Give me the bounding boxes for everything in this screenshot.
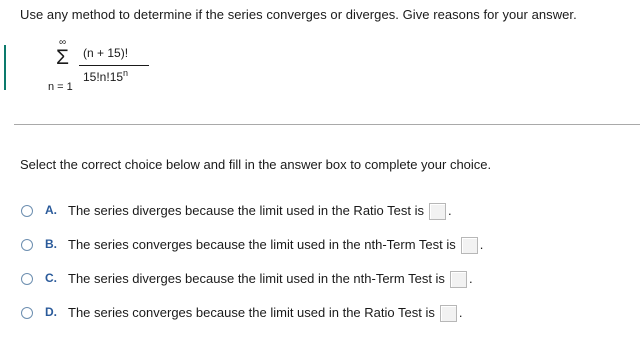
radio-button-b[interactable] (21, 239, 33, 251)
choice-d-text (68, 305, 462, 322)
answer-box-b[interactable] (461, 237, 478, 254)
choice-c-statement: The series diverges because the limit used in the nth-Term Test is (68, 271, 445, 286)
choice-b[interactable] (20, 235, 620, 257)
answer-box-d[interactable] (440, 305, 457, 322)
choice-b-period: . (479, 237, 484, 252)
choice-b-statement: The series converges because the limit used in the nth-Term Test is (68, 237, 456, 252)
denominator-exponent: n (123, 68, 129, 78)
choice-d-period: . (458, 305, 463, 320)
accent-bar (4, 45, 6, 90)
radio-button-d[interactable] (21, 307, 33, 319)
answer-box-c[interactable] (450, 271, 467, 288)
sigma-symbol: Σ (56, 46, 69, 69)
choice-a[interactable] (20, 201, 620, 223)
denominator-base: 15!n!15 (83, 70, 124, 84)
fraction-numerator: (n + 15)! (83, 46, 129, 60)
fraction-denominator (83, 70, 128, 84)
series-expression (0, 0, 641, 110)
question-text: Use any method to determine if the series converges or diverges. Give reasons for your answer. (20, 7, 577, 22)
choice-d-letter: D. (45, 305, 57, 319)
choice-b-text (68, 237, 483, 254)
choice-b-letter: B. (45, 237, 57, 251)
sum-lower-limit: n = 1 (48, 81, 73, 93)
choice-c-text (68, 271, 473, 288)
choice-d[interactable] (20, 303, 620, 325)
instruction-text: Select the correct choice below and fill in the answer box to complete your choice. (20, 157, 492, 172)
choice-c-period: . (468, 271, 473, 286)
answer-box-a[interactable] (429, 203, 446, 220)
choice-c-letter: C. (45, 271, 57, 285)
choice-d-statement: The series converges because the limit used in the Ratio Test is (68, 305, 435, 320)
choice-c[interactable] (20, 269, 620, 291)
section-divider (14, 124, 640, 125)
radio-button-c[interactable] (21, 273, 33, 285)
choice-a-period: . (448, 203, 452, 218)
fraction-bar (79, 65, 149, 66)
choice-a-text (68, 203, 452, 220)
sum-upper-limit: ∞ (59, 37, 67, 48)
choice-a-letter: A. (45, 203, 57, 217)
choice-a-statement: The series diverges because the limit used in the Ratio Test is (68, 203, 424, 218)
radio-button-a[interactable] (21, 205, 33, 217)
